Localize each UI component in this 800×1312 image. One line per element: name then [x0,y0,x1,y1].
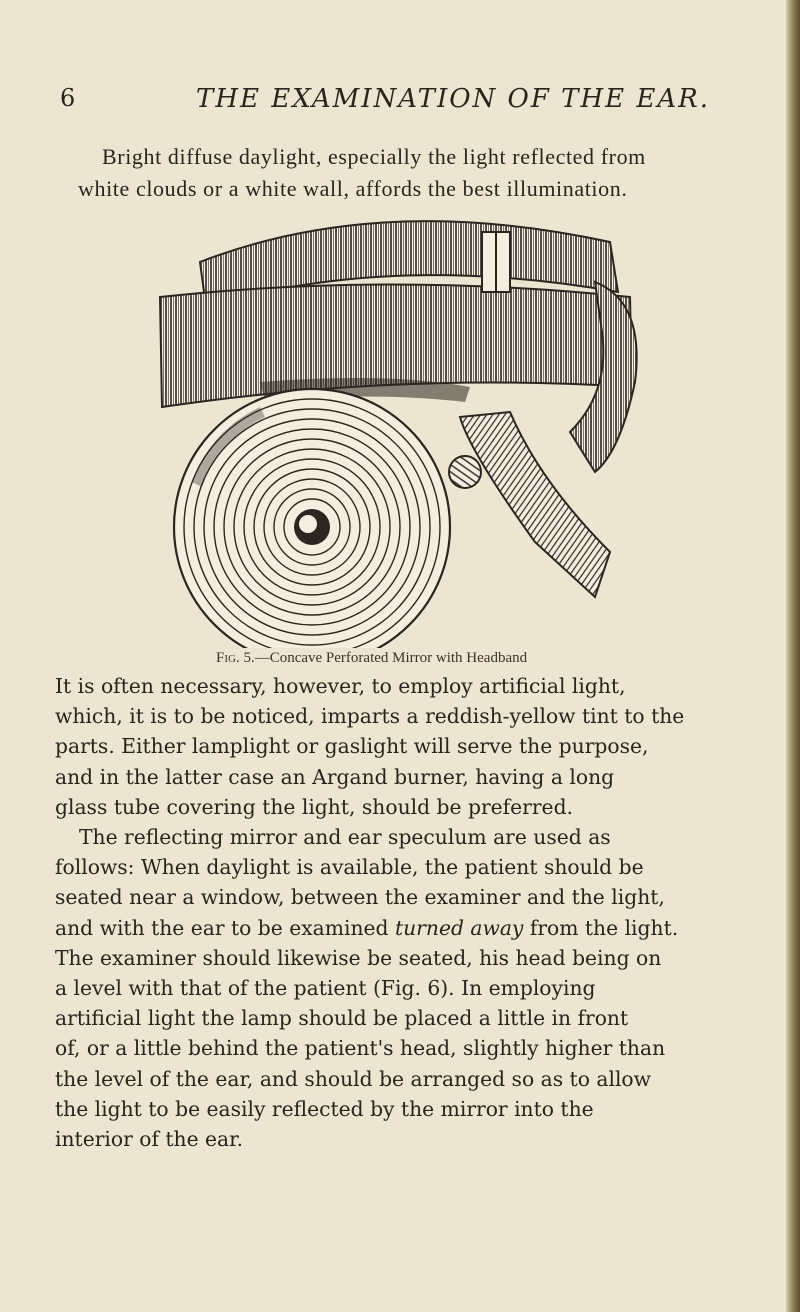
figure-caption [216,650,527,667]
text-line: the light to be easily reflected by the mirror into the [55,1096,594,1121]
page-number: 6 [60,84,76,112]
paragraph-artificial-light [55,671,755,822]
paragraph-mirror-use [55,822,755,1154]
text-line [55,913,755,943]
text-line: white clouds or a white wall, affords the best illumination. [78,176,628,201]
text-line: a level with that of the patient (Fig. 6). In employing [55,976,596,1001]
emphasis-turned-away: turned away [394,915,524,940]
body-text [55,671,755,1154]
mirror-headband-illustration [140,202,650,648]
text-line: and in the latter case an Argand burner, having a long [55,764,615,789]
text-line: parts. Either lamplight or gaslight will serve the purpose, [55,734,649,759]
text-line: glass tube covering the light, should be preferred. [55,794,573,819]
figure-label: Fig. 5. [216,650,255,666]
text-line: follows: When daylight is available, the patient should be [55,855,644,880]
figure-mirror-headband [140,202,650,648]
mirror-disc [174,389,450,648]
figure-caption-text: —Concave Perforated Mirror with Headband [254,650,528,666]
text-line: seated near a window, between the examiner and the light, [55,885,665,910]
text-run: from the light. [523,915,679,940]
text-line: It is often necessary, however, to employ artificial light, [55,674,626,698]
text-line: Bright diffuse daylight, especially the light reflected from [102,144,646,169]
text-line: the level of the ear, and should be arranged so as to allow [55,1066,651,1091]
text-line: artificial light the lamp should be placed a little in front [55,1006,629,1031]
intro-paragraph [78,141,798,205]
running-head: THE EXAMINATION OF THE EAR. [196,84,711,114]
text-line: The examiner should likewise be seated, his head being on [55,945,662,970]
text-line: interior of the ear. [55,1127,244,1152]
text-line: of, or a little behind the patient's head, slightly higher than [55,1036,666,1061]
text-run: and with the ear to be examined [55,915,395,940]
text-line: The reflecting mirror and ear speculum are used as [79,825,611,850]
page-header [56,84,756,120]
text-line: which, it is to be noticed, imparts a reddish-yellow tint to the [55,704,685,729]
